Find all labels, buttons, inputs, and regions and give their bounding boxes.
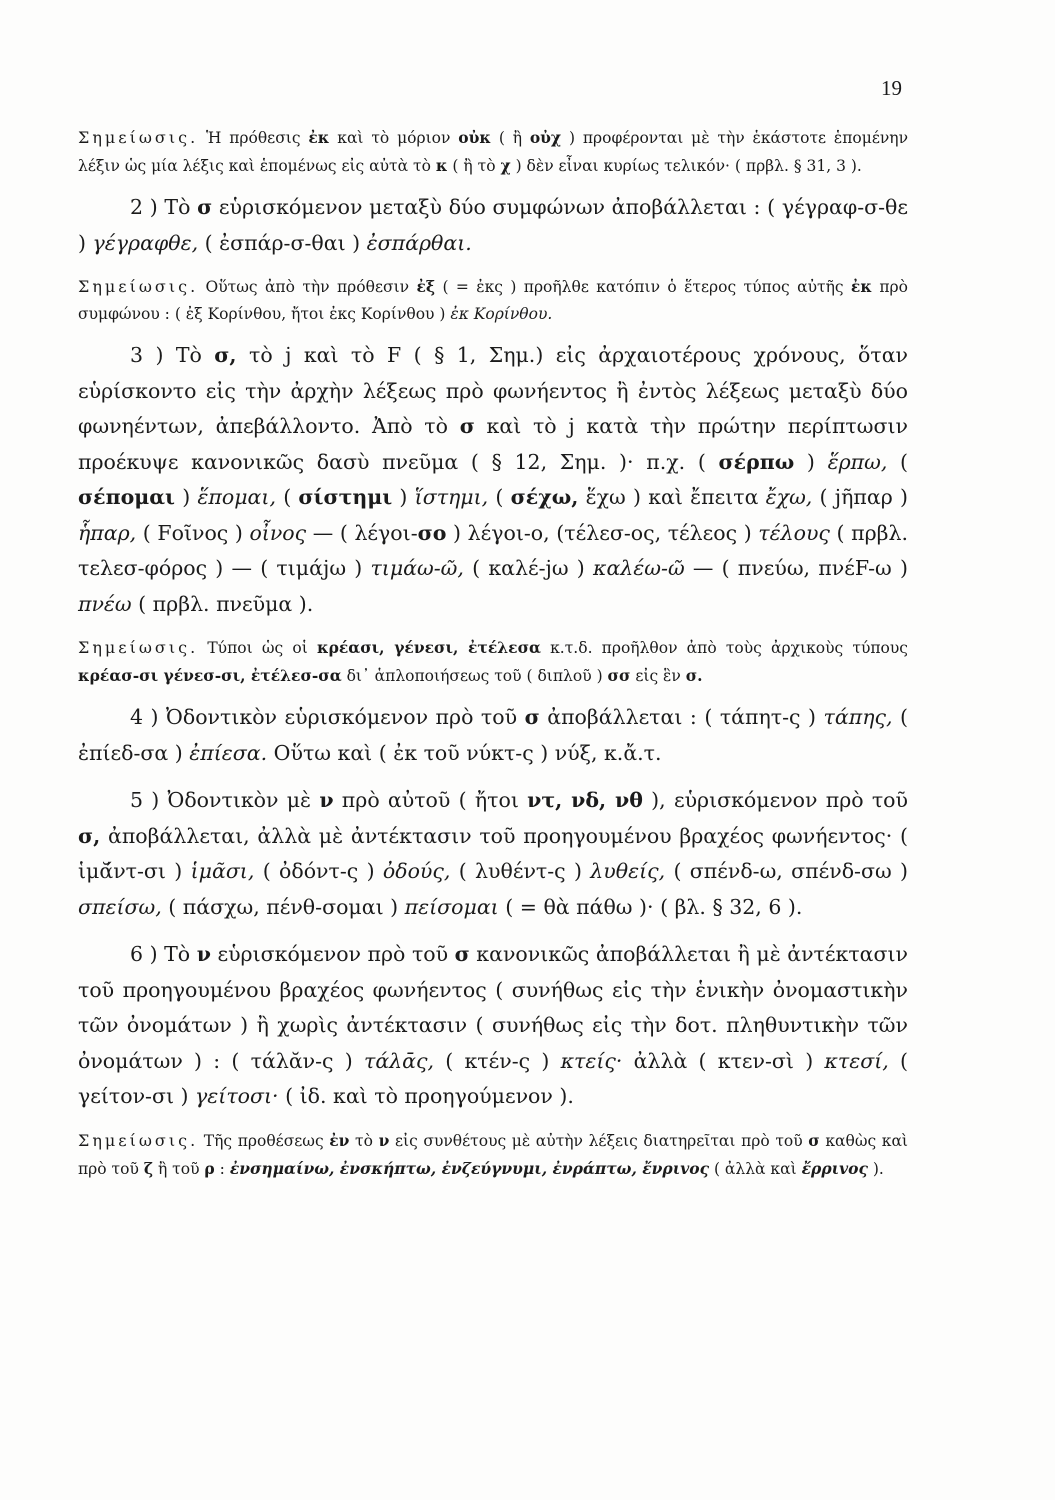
- text-run: ): [392, 485, 415, 509]
- bold-term: σ: [808, 1130, 820, 1150]
- italic-term: γέγραφθε,: [92, 230, 199, 255]
- note-paragraph-2: [78, 273, 908, 328]
- text-run: ( ἐπίεδ-σα ): [78, 705, 908, 765]
- rule-number: 5 ) Ὀδοντικὸν μὲ: [130, 788, 320, 812]
- bold-term: ντ, νδ, νθ: [527, 788, 643, 812]
- text-run: ) δὲν εἶναι κυρίως τελικόν· ( πρβλ. § 31, 3 ).: [510, 157, 862, 175]
- note-label: Σημείωσις.: [78, 1130, 199, 1150]
- bold-term: ν: [196, 942, 211, 966]
- text-run: ( ὀδόντ-ς ): [254, 859, 383, 883]
- italic-term: σπείσω,: [78, 894, 162, 919]
- text-run: τὸ j καὶ τὸ F ( § 1, Σημ.) εἰς ἀρχαιοτέρους χρόνους, ὅταν εὑρίσκοντο εἰς τὴν ἀρχὴν λέξεως πρὸ φωνήεντος ἢ ἐντὸς λέξεως μεταξὺ δύο φωνηέντων, ἀπεβάλλοντο. Ἀπὸ τὸ: [78, 343, 908, 438]
- text-run: ( ἰδ. καὶ τὸ προηγούμενον ).: [278, 1084, 574, 1108]
- text-run: ( ἀλλὰ καὶ: [709, 1159, 802, 1178]
- text-run: ( πρβλ. τελεσ-φόρος ) — ( τιμάjω ): [78, 520, 909, 580]
- italic-term: ἔρριvος: [801, 1158, 868, 1178]
- rule-paragraph-2: [78, 190, 908, 261]
- italic-term: οἶνος: [249, 520, 307, 545]
- italic-term: πνέω: [78, 591, 132, 616]
- text-run: ἢ τοῦ: [153, 1159, 205, 1178]
- text-run: καὶ τὸ j κατὰ τὴν πρώτην περίπτωσιν προέκυψε κανονικῶς δασὺ πνεῦμα ( § 12, Σημ. )· π.χ. (: [78, 414, 908, 474]
- italic-term: ἕρπω,: [827, 449, 888, 474]
- italic-term: ἱμᾶσι,: [190, 859, 255, 883]
- text-run: καὶ τὸ μόριον: [329, 129, 459, 147]
- note-label: Σημείωσις.: [78, 638, 199, 657]
- italic-term: τάλᾱς,: [364, 1048, 435, 1073]
- italic-term: τιμάω-ῶ,: [370, 556, 464, 580]
- bold-term: ἐξ: [416, 277, 436, 296]
- bold-term: ἐκ: [308, 128, 330, 147]
- text-run: Τύποι ὡς οἱ: [198, 639, 317, 657]
- italic-term: λυθείς,: [590, 859, 666, 883]
- text-run: ἕχω ) καὶ ἔπειτα: [578, 485, 766, 509]
- italic-term: ἔχω,: [765, 485, 813, 509]
- text-run: δι᾽ ἁπλοποιήσεως τοῦ ( διπλοῦ ): [341, 667, 608, 685]
- text-run: ): [794, 449, 828, 474]
- bold-term: ν: [319, 788, 334, 812]
- bold-term: ἐκ: [850, 277, 872, 296]
- bold-term: σίστημι: [298, 485, 393, 509]
- bold-term: σ: [454, 942, 470, 966]
- text-run: κ.τ.δ. προῆλθον ἀπὸ τοὺς ἀρχικοὺς τύπους: [540, 639, 908, 657]
- bold-term: σ: [524, 705, 540, 729]
- bold-term: ζ: [143, 1158, 154, 1178]
- rule-number: 4 ) Ὀδοντικὸν εὑρισκόμενον πρὸ τοῦ: [130, 705, 525, 729]
- text-run: ( = ἐκς ) προῆλθε κατόπιν ὁ ἕτερος τύπος αὐτῆς: [435, 278, 851, 296]
- text-run: τὸ: [349, 1131, 379, 1150]
- text-run: ), εὑρισκόμενον πρὸ τοῦ: [642, 788, 908, 812]
- bold-term: οὐκ: [458, 128, 491, 147]
- bold-term: κρέασι, γένεσι, ἐτέλεσα: [316, 638, 541, 657]
- bold-term: σ: [197, 195, 213, 219]
- bold-term: σσ: [607, 666, 631, 685]
- body-text: [78, 124, 908, 1193]
- italic-term: ἧπαρ,: [78, 520, 137, 545]
- text-run: ( ἢ τὸ: [447, 157, 501, 175]
- text-run: καθὼς καὶ πρὸ τοῦ: [78, 1131, 909, 1178]
- text-run: ) λέγοι-ο, (τέλεσ-ος, τέλεος ): [446, 520, 759, 545]
- text-run: πρὸ συμφώνου : ( ἐξ Κορίνθου, ἤτοι ἐκς Κορίνθου ): [78, 278, 908, 323]
- text-run: — ( λέγοι-: [306, 520, 418, 545]
- note-label: Σημείωσις.: [78, 277, 199, 296]
- rule-number: 2 ) Τὸ: [130, 195, 198, 219]
- text-run: (: [275, 485, 299, 509]
- text-run: ἀλλὰ ( κτεν-σὶ ): [622, 1048, 825, 1073]
- italic-term: κτείς·: [560, 1048, 623, 1073]
- text-run: ( jῆπαρ ): [812, 485, 908, 509]
- bold-term: σ,: [214, 343, 237, 367]
- text-run: πρὸ αὐτοῦ ( ἤτοι: [333, 788, 528, 812]
- text-run: ): [174, 485, 198, 509]
- italic-term: ἐπίεσα.: [189, 740, 268, 765]
- bold-term: ρ: [204, 1158, 215, 1178]
- note-paragraph-3: [78, 634, 908, 690]
- bold-term: οὐχ: [529, 128, 562, 147]
- rule-paragraph-4: [78, 700, 908, 771]
- text-run: Τῆς προθέσεως: [198, 1131, 330, 1150]
- text-run: ) προφέρονται μὲ τὴν ἑκάστοτε ἑπομένην λέξιν ὡς μία λέξις καὶ ἑπομένως εἰς αὐτὰ τὸ: [78, 129, 908, 175]
- text-run: εἰς ἓν: [630, 667, 686, 685]
- text-run: εὑρισκόμενον μεταξὺ δύο συμφώνων ἀποβάλλεται : ( γέγραφ-σ-θε ): [78, 195, 909, 255]
- text-run: Ἡ πρόθεσις: [198, 129, 309, 147]
- bold-term: σ,: [78, 823, 101, 848]
- rule-number: 3 ) Τὸ: [130, 343, 215, 367]
- text-run: ).: [867, 1159, 884, 1178]
- bold-term: ν: [378, 1130, 390, 1150]
- text-run: ( λυθέντ-ς ): [450, 859, 591, 883]
- text-run: ἀποβάλλεται : ( τάπητ-ς ): [539, 705, 824, 729]
- page-number: 19: [881, 76, 902, 100]
- text-run: ἀποβάλλεται, ἀλλὰ μὲ ἀντέκτασιν τοῦ προηγουμένου βραχέος φωνήεντος· ( ἱμᾰ́ντ-σι ): [78, 823, 908, 883]
- text-run: ( ἐσπάρ-σ-θαι ): [198, 230, 367, 255]
- text-run: εἰς συνθέτους μὲ αὐτὴν λέξεις διατηρεῖται πρὸ τοῦ: [389, 1131, 809, 1150]
- italic-term: καλέω-ῶ: [593, 556, 685, 580]
- text-run: εὑρισκόμενον πρὸ τοῦ: [210, 942, 455, 966]
- bold-term: σ: [459, 414, 475, 438]
- text-run: (: [887, 449, 909, 474]
- text-run: Οὕτως ἀπὸ τὴν πρόθεσιν: [198, 278, 417, 296]
- text-run: (: [488, 485, 511, 509]
- text-run: ( πρβλ. πνεῦμα ).: [131, 591, 314, 616]
- italic-term: ὀδούς,: [382, 859, 451, 883]
- text-run: :: [214, 1159, 230, 1178]
- bold-term: κ: [435, 156, 448, 175]
- italic-term: τέλους: [758, 520, 830, 545]
- note-paragraph-4: [78, 1127, 908, 1183]
- text-run: ( ἢ: [490, 129, 530, 147]
- bold-term: σέχω,: [510, 485, 579, 509]
- text-run: ( = θὰ πάθω )· ( βλ. § 32, 6 ).: [498, 894, 803, 919]
- text-run: ( γείτον-σι ): [78, 1048, 908, 1108]
- italic-term: ἐκ Κορίνθου.: [450, 305, 553, 323]
- bold-term: σέρπω: [718, 449, 795, 474]
- rule-paragraph-5: [78, 783, 908, 925]
- text-run: ( πάσχω, πένθ-σομαι ): [161, 894, 405, 919]
- rule-paragraph-3: [78, 338, 908, 622]
- text-run: κανονικῶς ἀποβάλλεται ἢ μὲ ἀντέκτασιν τοῦ προηγουμένου βραχέος φωνήεντος ( συνήθως εἰς τὴν ἑνικὴν ὀνομαστικὴν τῶν ὀνομάτων ) ἢ χωρὶς ἀντέκτασιν ( συνήθως εἰς τὴν δοτ. πληθυντικὴν τῶν ὀνομάτων ) : ( τάλᾰν-ς ): [78, 942, 908, 1073]
- text-run: ( καλέ-jω ): [463, 556, 594, 580]
- bold-term: χ: [500, 156, 511, 175]
- text-run: ( σπένδ-ω, σπένδ-σω ): [665, 859, 908, 883]
- rule-number: 6 ) Τὸ: [130, 942, 197, 966]
- italic-term: τάπης,: [823, 705, 893, 729]
- bold-term: σ.: [685, 666, 703, 685]
- italic-term: πείσομαι: [404, 894, 499, 919]
- text-run: ( Fοῖνος ): [136, 520, 250, 545]
- italic-term: ἐνσημαίνω, ἐνσκήπτω, ἐνζεύγνυμι, ἐνράπτω, ἔνριvος: [229, 1158, 710, 1178]
- italic-term: ἕπομαι,: [197, 485, 276, 509]
- italic-term: ἐσπάρθαι.: [366, 230, 472, 255]
- text-run: ( κτέν-ς ): [434, 1048, 561, 1073]
- italic-term: γείτοσι·: [195, 1084, 279, 1108]
- italic-term: ἵστημι,: [414, 485, 489, 509]
- bold-term: ἐν: [329, 1130, 350, 1150]
- bold-term: κρέασ-σι γένεσ-σι, ἐτέλεσ-σα: [78, 666, 342, 685]
- bold-term: σέπομαι: [78, 485, 175, 509]
- note-label: Σημείωσις.: [78, 128, 199, 147]
- bold-term: σο: [417, 520, 447, 545]
- rule-paragraph-6: [78, 937, 908, 1115]
- note-paragraph-1: [78, 124, 908, 180]
- text-run: — ( πνεύω, πνέF-ω ): [684, 556, 908, 580]
- italic-term: κτεσί,: [824, 1048, 889, 1073]
- text-run: Οὕτω καὶ ( ἐκ τοῦ νύκτ-ς ) νύξ, κ.ἄ.τ.: [267, 740, 662, 765]
